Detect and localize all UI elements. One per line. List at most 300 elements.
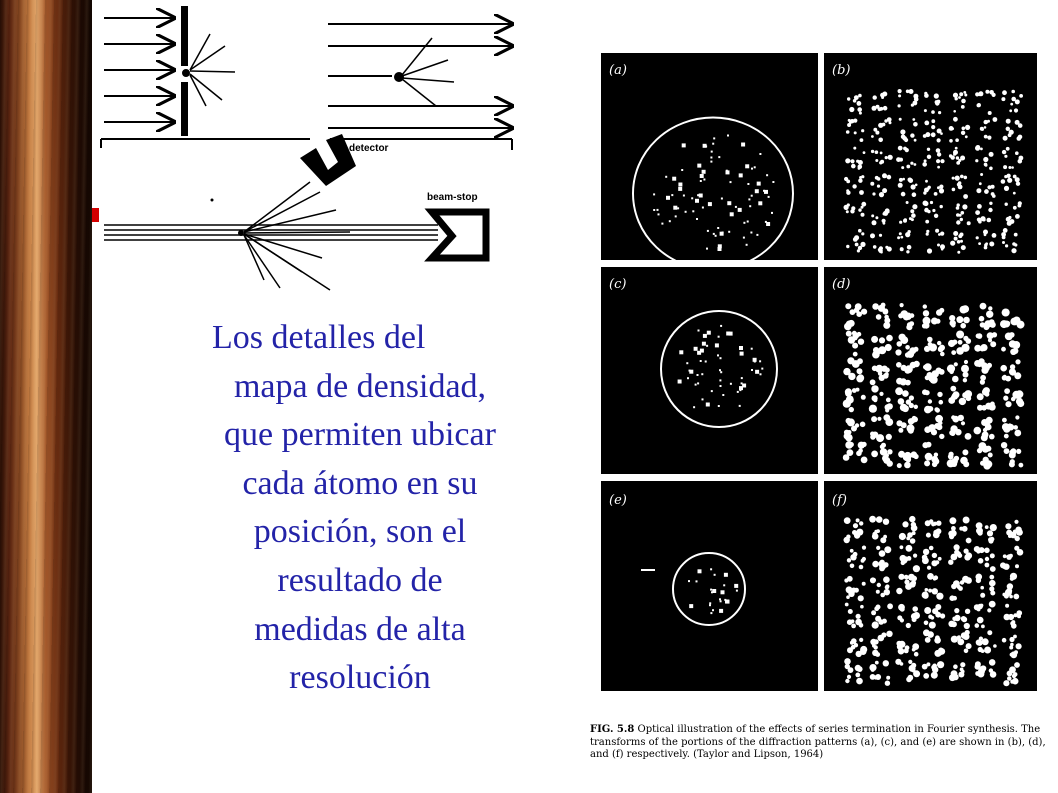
diffraction-spot [703,179,705,181]
atom-blob [1013,672,1018,677]
atom-blob [871,668,875,672]
atom-blob [993,117,998,122]
atom-blob [858,160,863,165]
atom-blob [872,366,878,372]
diffraction-spot [741,377,743,379]
atom-blob [926,233,929,236]
atom-blob [953,391,960,398]
atom-blob [855,673,860,678]
atom-blob [957,639,964,646]
atom-blob [989,202,992,205]
atom-blob [856,651,862,657]
atom-blob [912,204,917,209]
diffraction-spot [702,398,704,400]
diffraction-spot [755,189,759,193]
atom-blob [1011,90,1015,94]
atom-blob [948,560,953,565]
atom-blob [939,434,944,439]
diffraction-spot [717,227,719,229]
atom-blob [870,432,875,437]
atom-blob [938,111,941,114]
atom-blob [1009,452,1016,459]
atom-blob [879,192,884,197]
atom-blob [975,92,979,96]
atom-blob [1010,573,1017,580]
atom-blob [980,586,984,590]
atom-blob [889,121,892,124]
atom-blob [880,93,885,98]
atom-blob [980,380,985,385]
caption-line: resolución [289,659,431,697]
atom-blob [850,209,854,213]
atom-blob [924,109,927,112]
atom-blob [873,398,877,402]
diffraction-pattern-e [601,481,818,691]
diffraction-spot [720,385,722,387]
atom-blob [858,448,863,453]
atom-blob [849,442,854,447]
atom-blob [886,631,892,637]
atom-blob [883,414,890,421]
atom-blob [929,622,936,629]
atom-blob [877,583,881,587]
atom-blob [869,516,876,523]
atom-blob [843,400,851,408]
atom-blob [958,181,962,185]
atom-blob [938,233,941,236]
diffraction-spot [665,176,667,178]
atom-blob [860,242,865,247]
atom-blob [985,403,992,410]
atom-blob [1012,242,1016,246]
atom-blob [924,93,929,98]
atom-blob [988,111,992,115]
atom-blob [871,150,874,153]
atom-blob [940,352,945,357]
caption-line: resultado de [277,562,443,600]
atom-blob [908,660,912,664]
diffraction-pattern-a [601,53,818,260]
atom-blob [914,652,919,657]
atom-blob [1002,375,1007,380]
diffraction-spot [725,600,729,604]
diffraction-spot [746,244,748,246]
diffraction-spot [754,166,756,168]
atom-blob [899,118,902,121]
atom-blob [855,619,862,626]
atom-blob [910,581,916,587]
atom-blob [907,322,912,327]
diffraction-spot [681,169,683,171]
atom-blob [853,119,857,123]
diffraction-spot [749,205,751,207]
atom-blob [961,211,965,215]
atom-blob [898,146,903,151]
atom-blob [931,119,935,123]
atom-blob [983,365,990,372]
atom-blob [875,661,879,665]
atom-blob [987,530,993,536]
atom-blob [928,399,932,403]
panel-label: (a) [609,63,627,78]
atom-blob [985,563,990,568]
atom-blob [977,393,984,400]
atom-blob [939,345,945,351]
atom-blob [984,189,989,194]
atom-blob [1015,151,1019,155]
atom-blob [940,232,944,236]
atom-blob [926,442,932,448]
atom-blob [875,159,878,162]
atom-blob [1011,397,1015,401]
atom-blob [909,347,916,354]
atom-blob [961,99,966,104]
diffraction-spot [702,207,704,209]
atom-blob [978,647,983,652]
diffraction-spot [708,202,712,206]
atom-blob [966,552,973,559]
atom-blob [1018,201,1022,205]
atom-blob [1004,594,1009,599]
atom-blob [924,121,929,126]
molecule-map-d [824,267,1037,474]
atom-blob [913,554,917,558]
atom-blob [880,593,885,598]
diffraction-spot [709,602,711,604]
atom-blob [961,245,966,250]
atom-blob [1010,350,1014,354]
atom-blob [979,182,982,185]
atom-blob [963,517,970,524]
atom-blob [913,565,920,572]
atom-blob [906,536,910,540]
atom-blob [939,369,945,375]
atom-blob [981,434,988,441]
atom-blob [931,560,937,566]
atom-blob [932,462,937,467]
atom-blob [935,229,939,233]
atom-blob [887,175,892,180]
atom-blob [928,342,933,347]
atom-blob [922,664,928,670]
atom-blob [1002,638,1007,643]
diffraction-spot [657,209,659,211]
atom-blob [963,461,969,467]
diffraction-spot [726,170,728,172]
atom-blob [955,429,961,435]
diffraction-spot [730,181,732,183]
atom-blob [960,175,964,179]
atom-blob [965,577,972,584]
atom-blob [953,580,960,587]
atom-blob [909,89,914,94]
atom-blob [1017,549,1024,556]
atom-blob [1003,554,1007,558]
diffraction-spot [739,386,743,390]
atom-blob [961,616,966,621]
atom-blob [857,107,862,112]
atom-blob [937,661,944,668]
atom-blob [1000,320,1008,328]
atom-blob [847,619,853,625]
atom-blob [1015,120,1020,125]
atom-blob [923,134,927,138]
atom-blob [1013,206,1017,210]
atom-blob [1014,520,1018,524]
diffraction-spot [766,174,768,176]
atom-blob [1014,613,1018,617]
atom-blob [882,619,887,624]
atom-blob [885,344,892,351]
atom-blob [966,643,972,649]
atom-blob [1010,653,1014,657]
atom-blob [957,240,961,244]
atom-blob [878,107,882,111]
atom-blob [904,462,911,469]
atom-blob [936,593,943,600]
atom-blob [980,216,985,221]
atom-blob [980,665,986,671]
atom-blob [934,407,939,412]
atom-blob [900,555,907,562]
atom-blob [914,405,918,409]
atom-blob [863,151,866,154]
atom-blob [975,664,981,670]
atom-blob [929,546,934,551]
diffraction-spot [691,197,693,199]
atom-blob [847,97,850,100]
atom-blob [877,417,881,421]
atom-blob [979,442,987,450]
atom-blob [987,136,991,140]
diffraction-spot [697,199,699,201]
atom-blob [900,247,904,251]
atom-blob [852,530,857,535]
atom-blob [939,400,944,405]
atom-blob [870,233,875,238]
diffraction-spot [696,218,698,220]
atom-blob [932,209,935,212]
atom-blob [859,176,862,179]
atom-blob [895,659,901,665]
atom-blob [923,304,927,308]
atom-blob [932,608,938,614]
atom-blob [925,453,933,461]
diffraction-spot [722,394,724,396]
atom-blob [1005,244,1008,247]
atom-blob [990,553,995,558]
diffraction-spot [698,330,700,332]
atom-blob [881,632,886,637]
diffraction-spot [745,164,749,168]
atom-blob [858,208,861,211]
atom-blob [930,201,933,204]
atom-blob [911,613,918,620]
atom-blob [898,574,904,580]
atom-blob [934,192,938,196]
molecule-map-f [824,481,1037,691]
panel-label: (e) [609,493,627,508]
atom-blob [983,157,988,162]
atom-blob [875,616,881,622]
atom-blob [958,185,963,190]
diffraction-spot [719,598,721,600]
atom-blob [956,331,964,339]
diffraction-spot [666,196,670,200]
atom-blob [990,671,997,678]
atom-blob [871,135,874,138]
atom-blob [927,631,934,638]
atom-blob [951,415,955,419]
atom-blob [924,621,929,626]
atom-blob [1009,340,1016,347]
atom-blob [984,324,990,330]
atom-blob [845,303,851,309]
atom-blob [854,588,859,593]
diffraction-spot [661,223,663,225]
atom-blob [854,308,859,313]
atom-blob [936,148,941,153]
diffraction-spot [710,157,712,159]
caption-line: que permiten ubicar [224,416,496,454]
atom-blob [927,148,930,151]
atom-blob [872,622,879,629]
atom-blob [960,580,964,584]
atom-blob [976,188,981,193]
atom-blob [1005,523,1011,529]
atom-blob [977,204,982,209]
atom-blob [1004,614,1011,621]
atom-blob [989,434,995,440]
atom-blob [938,557,942,561]
atom-blob [883,457,890,464]
atom-blob [903,219,907,223]
atom-blob [870,639,876,645]
atom-blob [1011,166,1014,169]
atom-blob [860,422,866,428]
atom-blob [926,533,931,538]
diffraction-spot [689,370,691,372]
atom-blob [965,125,970,130]
atom-blob [856,678,863,685]
diffraction-spot [713,137,715,139]
atom-blob [844,658,851,665]
atom-blob [885,208,890,213]
atom-blob [950,386,956,392]
diffraction-spot [671,194,673,196]
diffraction-spot [706,248,708,250]
figure-caption [590,724,1050,762]
atom-blob [901,192,906,197]
atom-blob [992,93,996,97]
atom-blob [888,155,893,160]
atom-blob [922,389,928,395]
atom-blob [869,405,877,413]
diffraction-spot [706,345,708,347]
diffraction-spot [709,604,711,606]
atom-blob [871,336,878,343]
atom-blob [1014,662,1020,668]
atom-blob [878,305,885,312]
atom-blob [907,556,912,561]
atom-blob [902,521,908,527]
atom-blob [988,537,993,542]
atom-blob [847,558,851,562]
atom-blob [923,549,929,555]
atom-blob [878,138,883,143]
atom-blob [853,99,857,103]
atom-blob [1005,401,1011,407]
atom-blob [850,159,854,163]
atom-blob [1007,423,1012,428]
atom-blob [950,241,955,246]
atom-blob [1013,192,1016,195]
caption-line: posición, son el [253,513,467,551]
atom-blob [1010,364,1015,369]
diffraction-spot [721,198,723,200]
diffraction-spot [736,590,738,592]
atom-blob [847,357,854,364]
atom-blob [887,603,893,609]
atom-blob [960,218,963,221]
atom-blob [846,595,850,599]
atom-blob [960,662,965,667]
atom-blob [845,603,849,607]
atom-blob [928,186,931,189]
atom-blob [858,94,862,98]
panel-d [824,267,1037,474]
atom-blob [885,404,891,410]
atom-blob [1015,415,1019,419]
atom-blob [845,390,852,397]
atom-blob [874,645,878,649]
atom-blob [964,649,969,654]
atom-blob [871,214,874,217]
atom-blob [844,537,850,543]
diffraction-spot [719,379,721,381]
atom-blob [1009,646,1013,650]
atom-blob [900,607,905,612]
atom-blob [965,630,970,635]
atom-blob [992,332,997,337]
diffraction-spot [748,198,750,200]
slit-diagram [101,6,310,148]
diffraction-spot [700,174,704,178]
atom-blob [967,221,971,225]
atom-blob [851,624,856,629]
atom-blob [883,576,890,583]
atom-blob [855,665,861,671]
atom-blob [899,232,902,235]
atom-blob [900,303,904,307]
atom-blob [965,609,970,614]
panel-label: (d) [832,277,851,292]
diffraction-spot [705,361,707,363]
atom-blob [1010,370,1016,376]
atom-blob [980,148,983,151]
atom-blob [928,589,932,593]
diffraction-spot [764,190,768,194]
atom-blob [923,593,929,599]
atom-blob [955,147,958,150]
diffraction-spot [751,348,753,350]
atom-blob [913,361,919,367]
atom-blob [876,434,884,442]
atom-blob [984,548,990,554]
atom-blob [964,94,967,97]
atom-blob [879,234,882,237]
atom-blob [1015,214,1020,219]
